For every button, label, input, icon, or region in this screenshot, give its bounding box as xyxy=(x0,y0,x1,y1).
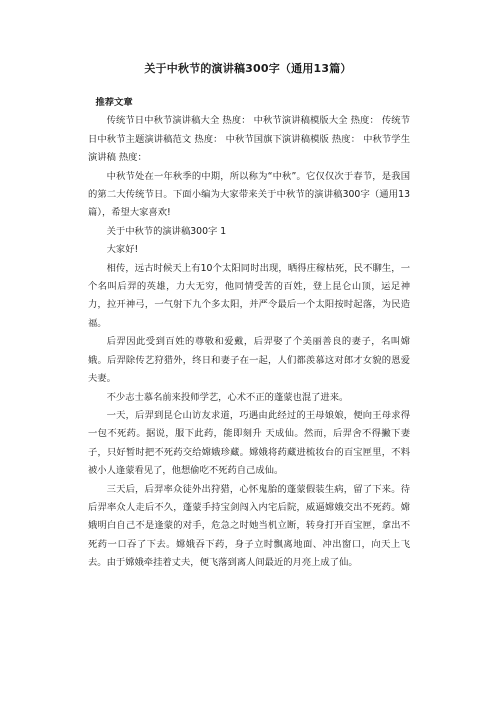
body-paragraph: 一天，后羿到昆仑山访友求道，巧遇由此经过的王母娘娘，便向王母求得一包不死药。据说，服下此药，能即刻升 天成仙。然而，后羿舍不得撇下妻子，只好暂时把不死药交给嫦娥珍藏。嫦娥将药藏进梳妆台的百宝匣里，不料被小人逢蒙看见了，他想偷吃不死药自己成仙。 xyxy=(88,409,410,477)
recommended-links[interactable]: 传统节日中秋节演讲稿大全 热度： 中秋节演讲稿模版大全 热度： 传统节日中秋节主题演讲稿范文 热度： 中秋节国旗下演讲稿模版 热度： 中秋节学生演讲稿 热度： xyxy=(88,115,410,164)
greeting-paragraph: 大家好! xyxy=(106,244,139,256)
body-paragraph: 不少志士慕名前来投师学艺，心术不正的蓬蒙也混了进来。 xyxy=(106,391,349,403)
intro-paragraph: 中秋节处在一年秋季的中期，所以称为“中秋”。它仅仅次于春节，是我国的第二大传统节日。下面小编为大家带来关于中秋节的演讲稿300字（通用13篇），希望大家喜欢! xyxy=(88,170,410,219)
body-paragraph: 后羿因此受到百姓的尊敬和爱戴，后羿娶了个美丽善良的妻子，名叫嫦娥。后羿除传艺狩猎外，终日和妻子在一起，人们都羡慕这对郎才女貌的恩爱夫妻。 xyxy=(88,336,410,385)
document-title: 关于中秋节的演讲稿300字（通用13篇） xyxy=(144,62,352,75)
recommended-heading: 推荐文章 xyxy=(95,97,133,108)
section-heading: 关于中秋节的演讲稿300字 1 xyxy=(106,225,227,237)
document-body xyxy=(88,94,410,573)
body-paragraph: 三天后，后羿率众徒外出狩猎，心怀鬼胎的蓬蒙假装生病，留了下来。待后羿率众人走后不久，蓬蒙手持宝剑闯入内宅后院，威逼嫦娥交出不死药。嫦娥明白自己不是逢蒙的对手，危急之时她当机立断，转身打开百宝匣，拿出不死药一口吞了下去。嫦娥吞下药，身子立时飘离地面、冲出窗口，向天上飞去。由于嫦娥牵挂着丈夫，便飞落到离人间最近的月亮上成了仙。 xyxy=(88,483,410,569)
body-paragraph: 相传，远古时候天上有10个太阳同时出现，晒得庄稼枯死，民不聊生，一个名叫后羿的英雄，力大无穷，他同情受苦的百姓，登上昆仑山顶，运足神力，拉开神弓，一气射下九个多太阳，并严令最后一个太阳按时起落，为民造福。 xyxy=(88,262,410,329)
